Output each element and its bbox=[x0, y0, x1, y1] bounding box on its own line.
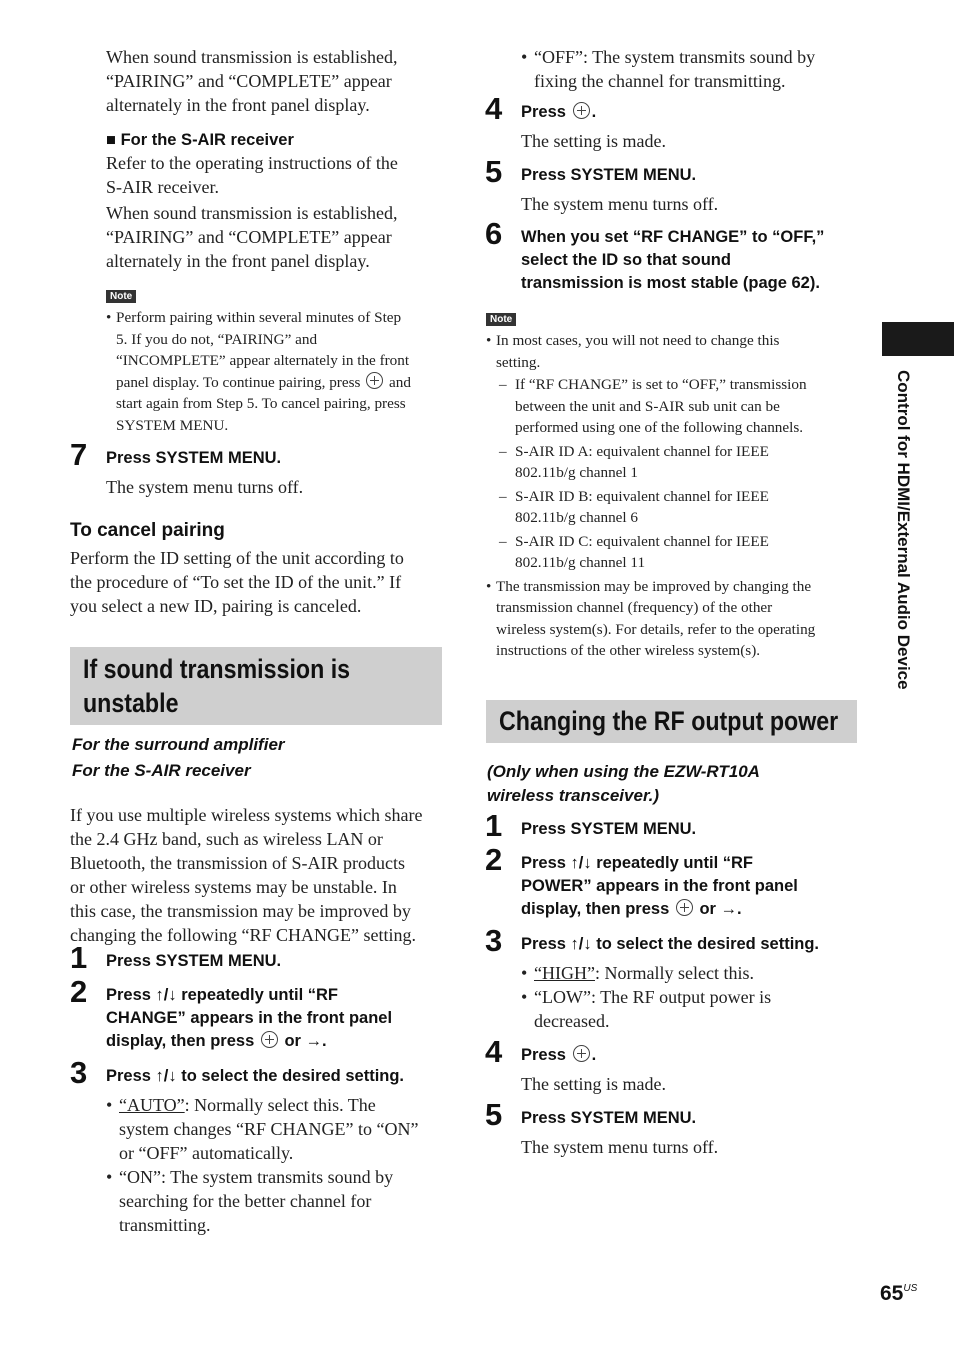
page-suffix: US bbox=[903, 1283, 918, 1294]
default-value: “HIGH” bbox=[534, 963, 595, 983]
text-line: CHANGE” appears in the front panel bbox=[106, 1009, 393, 1027]
text-line: POWER” appears in the front panel bbox=[521, 877, 798, 895]
list-item bbox=[106, 1093, 446, 1165]
text-line: start again from Step 5. To cancel pairing, press bbox=[116, 395, 406, 412]
dash-mark: – bbox=[499, 487, 507, 505]
text-line: the procedure of “To set the ID of the unit.” If bbox=[70, 572, 402, 592]
text-line: alternately in the front panel display. bbox=[106, 251, 370, 271]
text-line: between the unit and S-AIR sub unit can be bbox=[515, 397, 780, 415]
list-item bbox=[486, 531, 861, 574]
text-segment: . bbox=[591, 1046, 597, 1064]
bullet-mark: • bbox=[521, 47, 528, 67]
text-segment: display, then press bbox=[521, 900, 670, 918]
step-text: Press ↑/↓ to select the desired setting. bbox=[521, 935, 820, 953]
text-line: When sound transmission is established, bbox=[106, 203, 398, 223]
enter-button-icon bbox=[366, 372, 383, 389]
chapter-side-label: Control for HDMI/External Audio Device bbox=[894, 370, 913, 690]
step-result: The system menu turns off. bbox=[521, 1137, 719, 1157]
step-number: 1 bbox=[70, 940, 88, 975]
text-line: system changes “RF CHANGE” to “ON” bbox=[119, 1119, 419, 1139]
step-number: 1 bbox=[485, 808, 503, 843]
section-title: Changing the RF output power bbox=[499, 706, 839, 736]
bullet-mark: • bbox=[486, 577, 492, 595]
unstable-body bbox=[70, 803, 422, 947]
step-text bbox=[106, 984, 392, 1053]
step-number: 3 bbox=[485, 923, 503, 958]
step-text: Press SYSTEM MENU. bbox=[106, 952, 282, 970]
step-text: Press SYSTEM MENU. bbox=[521, 166, 697, 184]
cancel-pairing-body bbox=[70, 546, 404, 618]
text-line: “PAIRING” and “COMPLETE” appear bbox=[106, 227, 392, 247]
title-line: If sound transmission is bbox=[83, 654, 351, 684]
step-result: The system menu turns off. bbox=[106, 477, 304, 497]
text-line: “INCOMPLETE” appear alternately in the front bbox=[116, 352, 410, 369]
text-line: performed using one of the following channels. bbox=[515, 419, 804, 436]
chapter-tab-marker bbox=[882, 322, 954, 356]
step-number: 5 bbox=[485, 154, 503, 189]
step-number: 2 bbox=[485, 842, 503, 877]
text-line: this case, the transmission may be improved by bbox=[70, 901, 411, 921]
text-line: 802.11b/g channel 1 bbox=[515, 464, 639, 481]
list-item bbox=[521, 45, 861, 93]
text-line: When you set “RF CHANGE” to “OFF,” bbox=[521, 228, 825, 246]
page-number-value: 65 bbox=[880, 1282, 904, 1305]
text-line: transmission is most stable (page 62). bbox=[521, 274, 820, 292]
text-line: “ON”: The system transmits sound by bbox=[119, 1167, 394, 1187]
text-line: changing the following “RF CHANGE” setting. bbox=[70, 925, 416, 945]
text-line bbox=[116, 372, 446, 394]
text-line: or other wireless systems may be unstable. In bbox=[70, 877, 397, 897]
step-text: Press ↑/↓ to select the desired setting. bbox=[106, 1067, 405, 1085]
text-line: 802.11b/g channel 11 bbox=[515, 554, 646, 571]
subheading: For the S-AIR receiver bbox=[72, 761, 251, 780]
step-number: 4 bbox=[485, 91, 503, 126]
text-line: S-AIR ID A: equivalent channel for IEEE bbox=[515, 442, 769, 460]
subheading: For the surround amplifier bbox=[72, 735, 285, 754]
text-line: When sound transmission is established, bbox=[106, 47, 398, 67]
text-line: Refer to the operating instructions of the bbox=[106, 153, 398, 173]
bullet-mark: • bbox=[106, 1167, 113, 1187]
text-line: setting. bbox=[496, 353, 541, 371]
list-item bbox=[521, 985, 861, 1033]
text-line: The transmission may be improved by changing the bbox=[496, 577, 812, 595]
list-item bbox=[486, 330, 861, 373]
text-line bbox=[534, 961, 861, 985]
subheading bbox=[487, 759, 760, 809]
text-segment: : Normally select this. The bbox=[184, 1095, 376, 1115]
bullet-mark: • bbox=[521, 987, 528, 1007]
list-item bbox=[521, 961, 861, 985]
text-segment: or →. bbox=[284, 1032, 327, 1050]
note-list bbox=[486, 330, 861, 662]
step-number: 6 bbox=[485, 216, 503, 251]
step-number: 5 bbox=[485, 1097, 503, 1132]
section-header-rf-power bbox=[486, 700, 857, 743]
text-segment: panel display. To continue pairing, press bbox=[116, 373, 361, 391]
text-line: the 2.4 GHz band, such as wireless LAN or bbox=[70, 829, 383, 849]
text-segment: display, then press bbox=[106, 1032, 255, 1050]
step-text: Press SYSTEM MENU. bbox=[521, 1109, 697, 1127]
list-item bbox=[486, 486, 861, 529]
text-segment: and bbox=[389, 373, 411, 391]
text-line: Perform the ID setting of the unit according to bbox=[70, 548, 404, 568]
sair-body bbox=[106, 151, 398, 199]
step-text bbox=[521, 1044, 596, 1067]
text-line: Perform pairing within several minutes of Step bbox=[116, 309, 402, 326]
default-value: “AUTO” bbox=[119, 1095, 185, 1115]
enter-button-icon bbox=[676, 899, 693, 916]
title-line: unstable bbox=[83, 688, 179, 718]
text-line: wireless system(s). For details, refer to the operating bbox=[496, 620, 816, 638]
bullet-mark: • bbox=[521, 963, 528, 983]
text-line bbox=[521, 898, 798, 921]
note-badge: Note bbox=[486, 313, 516, 326]
step-text: Press SYSTEM MENU. bbox=[106, 449, 282, 467]
section-header-unstable bbox=[70, 647, 442, 725]
section-title bbox=[83, 652, 350, 720]
note-list bbox=[106, 307, 446, 436]
list-item bbox=[486, 374, 861, 439]
text-line: Press ↑/↓ repeatedly until “RF bbox=[521, 854, 753, 872]
text-line: If you use multiple wireless systems which share bbox=[70, 805, 423, 825]
text-line: transmitting. bbox=[119, 1215, 211, 1235]
step-text bbox=[521, 101, 596, 124]
text-line: “LOW”: The RF output power is bbox=[534, 987, 772, 1007]
enter-button-icon bbox=[573, 102, 590, 119]
text-line: searching for the better channel for bbox=[119, 1191, 372, 1211]
step-result: The setting is made. bbox=[521, 1074, 666, 1094]
note-badge: Note bbox=[106, 290, 136, 303]
bullet-mark: • bbox=[106, 309, 112, 326]
enter-button-icon bbox=[261, 1031, 278, 1048]
option-list bbox=[521, 961, 861, 1033]
text-line: Press ↑/↓ repeatedly until “RF bbox=[106, 986, 338, 1004]
cancel-pairing-heading: To cancel pairing bbox=[70, 520, 225, 541]
bullet-mark: • bbox=[486, 332, 492, 349]
sair-receiver-heading bbox=[106, 129, 294, 151]
text-line: In most cases, you will not need to change this bbox=[496, 332, 780, 349]
list-item bbox=[486, 441, 861, 484]
text-line: decreased. bbox=[534, 1011, 610, 1031]
step-text: Press SYSTEM MENU. bbox=[521, 820, 697, 838]
dash-mark: – bbox=[499, 376, 507, 393]
text-line: S-AIR ID C: equivalent channel for IEEE bbox=[515, 532, 769, 550]
text-line: 5. If you do not, “PAIRING” and bbox=[116, 330, 318, 348]
text-line: alternately in the front panel display. bbox=[106, 95, 370, 115]
dash-mark: – bbox=[499, 532, 507, 550]
intro-paragraph bbox=[106, 45, 397, 117]
sair-body-2 bbox=[106, 201, 397, 273]
bullet-mark: • bbox=[106, 1095, 113, 1115]
step-number: 3 bbox=[70, 1055, 88, 1090]
list-item bbox=[106, 1165, 446, 1237]
enter-button-icon bbox=[573, 1045, 590, 1062]
text-line: “PAIRING” and “COMPLETE” appear bbox=[106, 71, 392, 91]
text-segment: . bbox=[591, 103, 597, 121]
step-number: 2 bbox=[70, 974, 88, 1009]
step-result: The system menu turns off. bbox=[521, 194, 719, 214]
text-line: select the ID so that sound bbox=[521, 251, 731, 269]
text-line: fixing the channel for transmitting. bbox=[534, 71, 786, 91]
page-number bbox=[880, 1282, 917, 1306]
step-text bbox=[521, 852, 798, 921]
text-line: instructions of the other wireless system(s). bbox=[496, 642, 761, 659]
text-segment: : Normally select this. bbox=[594, 963, 754, 983]
text-segment: or →. bbox=[699, 900, 742, 918]
text-line: you select a new ID, pairing is canceled. bbox=[70, 596, 362, 616]
heading-text: For the S-AIR receiver bbox=[120, 131, 294, 149]
dash-mark: – bbox=[499, 442, 507, 460]
text-segment: Press bbox=[521, 1046, 566, 1064]
text-line: 802.11b/g channel 6 bbox=[515, 509, 639, 526]
text-line: wireless transceiver.) bbox=[487, 786, 660, 805]
text-line: “OFF”: The system transmits sound by bbox=[534, 47, 816, 67]
text-line: SYSTEM MENU. bbox=[116, 416, 229, 434]
text-line: S-AIR ID B: equivalent channel for IEEE bbox=[515, 487, 769, 505]
text-line bbox=[106, 1030, 392, 1053]
square-icon: ■ bbox=[106, 131, 116, 149]
off-option bbox=[521, 45, 861, 93]
text-line: (Only when using the EZW-RT10A bbox=[487, 762, 760, 781]
text-line: Bluetooth, the transmission of S-AIR products bbox=[70, 853, 405, 873]
step-number: 7 bbox=[70, 437, 88, 472]
text-line: transmission channel (frequency) of the other bbox=[496, 599, 773, 616]
text-line bbox=[119, 1093, 446, 1117]
step-number: 4 bbox=[485, 1034, 503, 1069]
step-result: The setting is made. bbox=[521, 131, 666, 151]
option-list bbox=[106, 1093, 446, 1237]
list-item bbox=[486, 576, 861, 662]
text-line: or “OFF” automatically. bbox=[119, 1143, 294, 1163]
text-line: S-AIR receiver. bbox=[106, 177, 219, 197]
text-line: If “RF CHANGE” is set to “OFF,” transmission bbox=[515, 376, 807, 393]
text-segment: Press bbox=[521, 103, 566, 121]
step-text bbox=[521, 226, 824, 295]
